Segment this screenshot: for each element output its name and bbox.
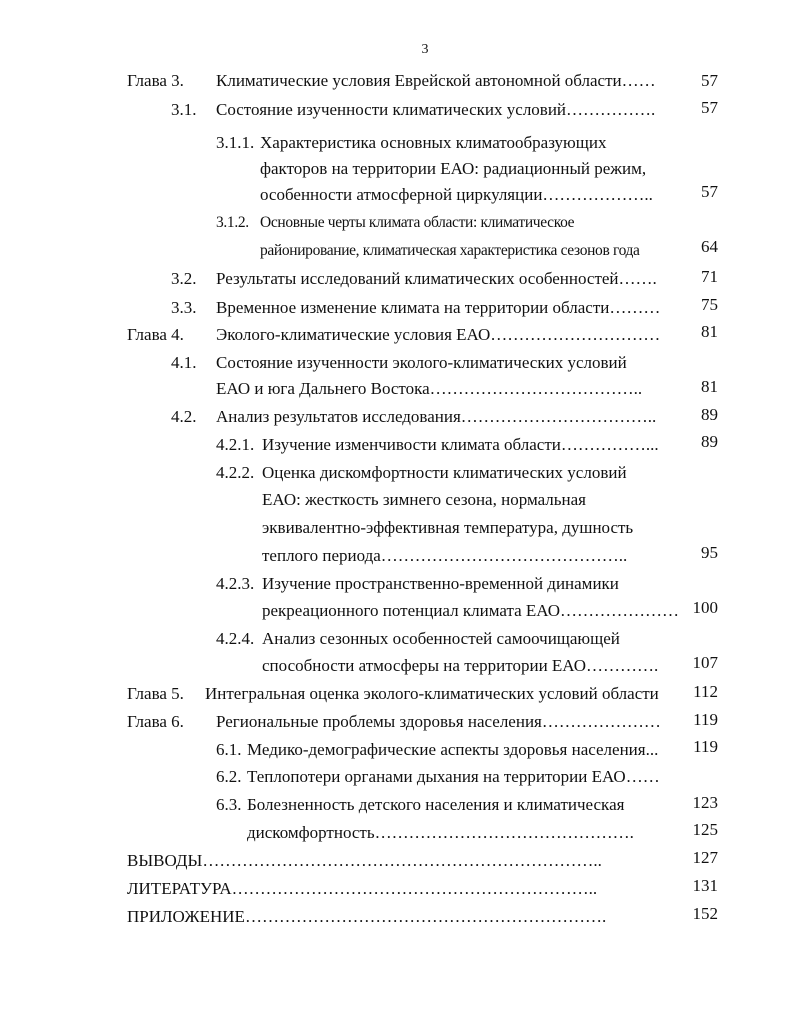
toc-title: Медико-демографические аспекты здоровья населения...	[247, 740, 659, 759]
toc-page-number: 71	[701, 267, 718, 286]
toc-page-number: 89	[701, 432, 718, 451]
toc-title: Климатические условия Еврейской автономной области……	[216, 71, 656, 90]
toc-title-line: Болезненность детского населения и климатическая	[247, 795, 625, 814]
page-number: 3	[421, 42, 429, 57]
toc-title-line: особенности атмосферной циркуляции………………..	[260, 185, 653, 204]
toc-title: Результаты исследований климатических особенностей…….	[216, 269, 657, 288]
toc-title-line: эквивалентно-эффективная температура, душность	[262, 518, 634, 537]
toc-page-number: 95	[701, 543, 718, 562]
toc-label: Глава 5.	[127, 684, 184, 703]
toc-label: 3.3.	[171, 298, 197, 317]
toc-title: Анализ результатов исследования……………………………..	[216, 407, 657, 426]
toc-page-number: 119	[693, 710, 718, 729]
toc-page-number: 152	[692, 904, 718, 923]
toc-label: Глава 4.	[127, 325, 184, 344]
toc-title-line: Состояние изученности эколого-климатических условий	[216, 353, 627, 372]
toc-title: ЛИТЕРАТУРА………………………………………………………..	[127, 879, 598, 898]
toc-label: Глава 3.	[127, 71, 184, 90]
toc-page-number: 64	[701, 237, 718, 256]
toc-page-number: 57	[701, 98, 718, 117]
toc-label: 6.2.	[216, 767, 242, 786]
toc-title: Эколого-климатические условия ЕАО…………………………	[216, 325, 661, 344]
toc-label: Глава 6.	[127, 712, 184, 731]
toc-title-line: ЕАО: жесткость зимнего сезона, нормальная	[262, 490, 586, 509]
toc-title-line: факторов на территории ЕАО: радиационный режим,	[260, 159, 647, 178]
toc-title-line: ЕАО и юга Дальнего Востока………………………………..	[216, 379, 643, 398]
toc-title: Изучение изменчивости климата области……………...	[262, 435, 659, 454]
toc-label: 6.3.	[216, 795, 242, 814]
toc-title-line: Характеристика основных климатообразующих	[260, 133, 607, 152]
toc-page-number: 127	[692, 848, 718, 867]
toc-label: 3.1.1.	[216, 133, 255, 152]
toc-title-line: районирование, климатическая характеристика сезонов года	[260, 242, 640, 259]
toc-label: 4.2.1.	[216, 435, 255, 454]
toc-title: Временное изменение климата на территории области………	[216, 298, 661, 317]
toc-title: Состояние изученности климатических условий…………….	[216, 100, 656, 119]
toc-label: 4.1.	[171, 353, 197, 372]
toc-label: 4.2.4.	[216, 629, 255, 648]
toc-title: Региональные проблемы здоровья населения…………………	[216, 712, 661, 731]
toc-page-number: 75	[701, 295, 718, 314]
toc-page-number: 107	[692, 653, 718, 672]
toc-label: 3.1.	[171, 100, 197, 119]
toc-page-number: 123	[692, 793, 718, 812]
toc-page-number: 131	[692, 876, 718, 895]
toc-title: Теплопотери органами дыхания на территории ЕАО……	[247, 767, 660, 786]
toc-page-number: 57	[701, 71, 718, 90]
toc-title-line: Оценка дискомфортности климатических условий	[262, 463, 627, 482]
toc-label: 3.1.2.	[216, 214, 249, 231]
toc-title-line: способности атмосферы на территории ЕАО………….	[262, 656, 659, 675]
toc-page-number: 112	[693, 682, 718, 701]
toc-page-number: 81	[701, 377, 718, 396]
toc-page-number: 89	[701, 405, 718, 424]
toc-page-number: 119	[693, 737, 718, 756]
toc-page-number: 100	[692, 598, 718, 617]
toc-title-line: теплого периода……………………………………..	[262, 546, 628, 565]
toc-label: 4.2.3.	[216, 574, 255, 593]
toc-page-number: 125	[692, 820, 718, 839]
toc-title: ПРИЛОЖЕНИЕ……………………………………………………….	[127, 907, 607, 926]
toc-label: 4.2.	[171, 407, 197, 426]
toc-label: 3.2.	[171, 269, 197, 288]
toc-label: 4.2.2.	[216, 463, 255, 482]
toc-page-number: 57	[701, 182, 718, 201]
toc-title-line: Изучение пространственно-временной динамики	[262, 574, 619, 593]
toc-title: ВЫВОДЫ……………………………………………………………..	[127, 851, 602, 870]
toc-page-number: 81	[701, 322, 718, 341]
toc-title-line: Основные черты климата области: климатическое	[260, 214, 575, 231]
toc-label: 6.1.	[216, 740, 242, 759]
toc-title: Интегральная оценка эколого-климатических условий области	[205, 684, 659, 703]
toc-title-line: рекреационного потенциал климата ЕАО…………………	[262, 601, 679, 620]
toc-title-line: Анализ сезонных особенностей самоочищающей	[262, 629, 620, 648]
toc-title-line: дискомфортность……………………………………….	[247, 823, 634, 842]
